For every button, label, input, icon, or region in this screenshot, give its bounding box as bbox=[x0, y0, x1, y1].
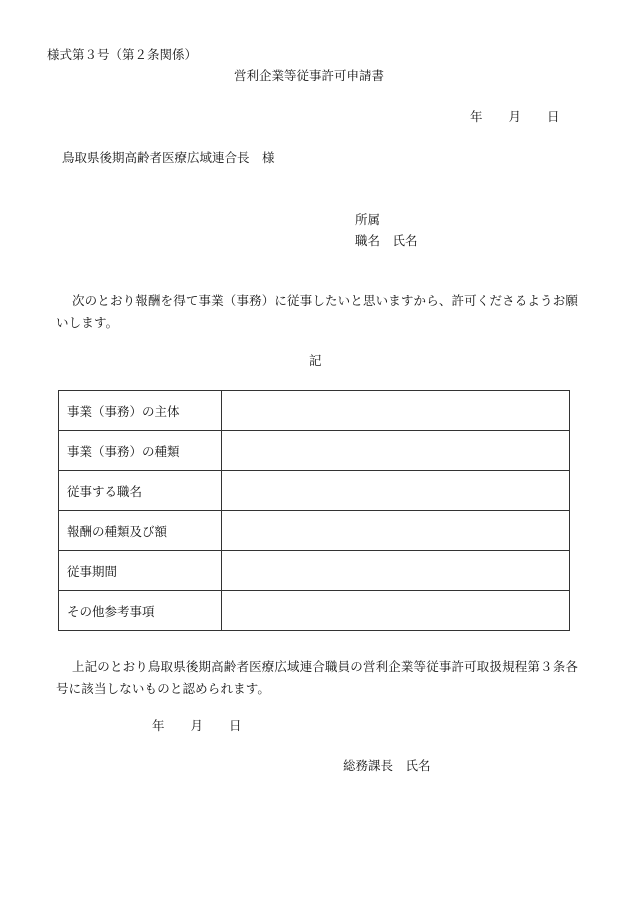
approver-label: 総務課長 氏名 bbox=[343, 758, 431, 773]
position-name-label: 職名 氏名 bbox=[355, 233, 418, 248]
row-value-field[interactable] bbox=[222, 591, 570, 631]
table-row bbox=[59, 551, 570, 591]
row-label: 従事する職名 bbox=[59, 471, 222, 511]
affiliation-label: 所属 bbox=[355, 212, 381, 227]
row-value-field[interactable] bbox=[222, 391, 570, 431]
row-label: 事業（事務）の主体 bbox=[59, 391, 222, 431]
date-month: 月 bbox=[190, 718, 204, 733]
date-month: 月 bbox=[508, 109, 522, 124]
row-label: 報酬の種類及び額 bbox=[59, 511, 222, 551]
row-label: 従事期間 bbox=[59, 551, 222, 591]
row-value-field[interactable] bbox=[222, 551, 570, 591]
document-title: 営利企業等従事許可申請書 bbox=[234, 68, 385, 83]
row-value-field[interactable] bbox=[222, 471, 570, 511]
confirmation-paragraph: 上記のとおり鳥取県後期高齢者医療広域連合職員の営利企業等従事許可取扱規程第３条各号に該当しないものと認められます。 bbox=[56, 659, 579, 696]
row-value-field[interactable] bbox=[222, 511, 570, 551]
date-year: 年 bbox=[470, 109, 483, 124]
date-day: 日 bbox=[547, 109, 560, 124]
table-row bbox=[59, 431, 570, 471]
approval-date bbox=[152, 718, 242, 734]
ki-heading: 記 bbox=[309, 353, 322, 368]
date-day: 日 bbox=[229, 718, 242, 733]
request-paragraph: 次のとおり報酬を得て事業（事務）に従事したいと思いますから、許可くださるようお願いします。 bbox=[56, 293, 579, 330]
table-row bbox=[59, 391, 570, 431]
application-date bbox=[470, 109, 560, 125]
details-table bbox=[58, 390, 570, 631]
row-value-field[interactable] bbox=[222, 431, 570, 471]
row-label: その他参考事項 bbox=[59, 591, 222, 631]
form-number: 様式第３号（第２条関係） bbox=[47, 47, 198, 62]
date-year: 年 bbox=[152, 718, 165, 733]
row-label: 事業（事務）の種類 bbox=[59, 431, 222, 471]
addressee: 鳥取県後期高齢者医療広域連合長 様 bbox=[62, 150, 275, 165]
table-row bbox=[59, 511, 570, 551]
table-row bbox=[59, 591, 570, 631]
table-row bbox=[59, 471, 570, 511]
